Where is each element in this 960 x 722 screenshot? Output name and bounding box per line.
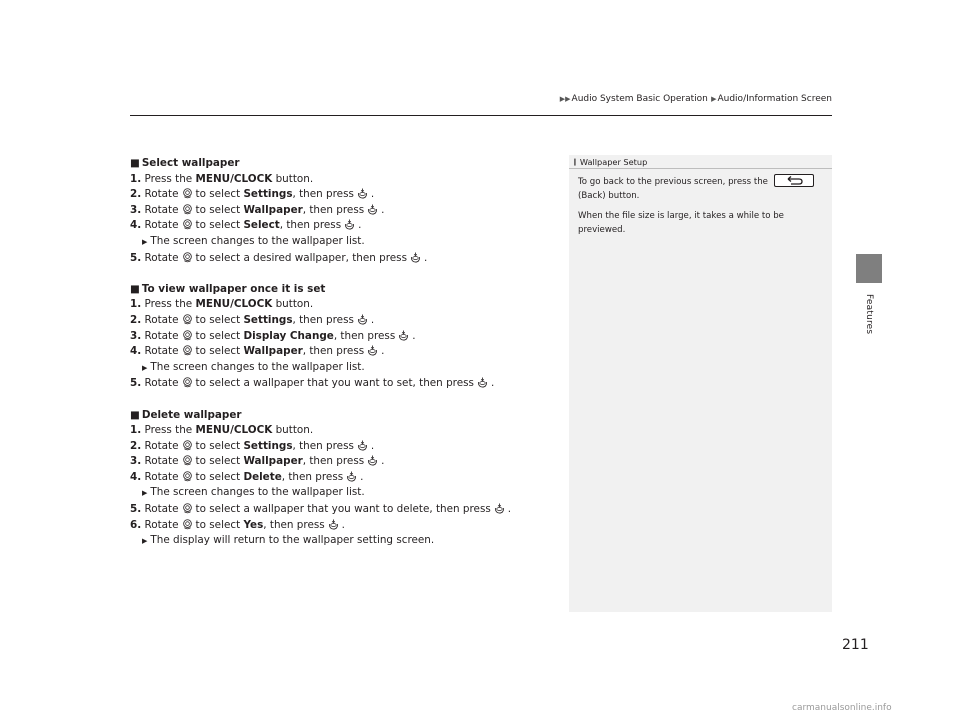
back-button-icon (774, 174, 814, 187)
menu-option: Yes (243, 518, 264, 531)
step-number: 2. (130, 439, 142, 452)
result-text: The screen changes to the wallpaper list. (150, 234, 365, 247)
step-text: Rotate (144, 377, 179, 390)
step-text: to select (195, 219, 244, 232)
selector-knob-icon (179, 188, 196, 200)
step-text: to select (195, 439, 244, 452)
step-text: to select a wallpaper that you want to delete, then press (195, 503, 491, 516)
section-tab (856, 254, 882, 283)
step-item: 2. Rotate to select Settings, then press . (130, 439, 375, 452)
step-text: Rotate (144, 251, 179, 264)
selector-knob-icon (179, 377, 196, 389)
step-text: , then press (302, 203, 365, 216)
step-number: 1. (130, 424, 142, 437)
step-number: 2. (130, 188, 142, 201)
result-arrow-icon: ▶ (142, 363, 148, 372)
result-arrow-icon: ▶ (142, 489, 148, 498)
step-text: to select (195, 345, 244, 358)
square-bullet-icon: ■ (130, 408, 140, 421)
step-text: to select (195, 203, 244, 216)
step-item (130, 172, 560, 188)
step-item: 3. Rotate to select Wallpaper, then press . (130, 455, 385, 468)
press-knob-icon (354, 188, 371, 200)
section-heading (130, 156, 560, 172)
step-text: to select (195, 329, 244, 342)
header-rule (130, 115, 832, 116)
press-knob-icon (364, 204, 381, 216)
menu-option: MENU/CLOCK (195, 424, 273, 437)
step-item: 5. Rotate to select a wallpaper that you want to set, then press . (130, 377, 495, 390)
note-text: (Back) button. (578, 190, 640, 201)
step-text: Rotate (144, 219, 179, 232)
step-text: button. (272, 172, 314, 185)
menu-option: Settings (243, 313, 293, 326)
step-item (130, 297, 560, 313)
section-heading-text: Delete wallpaper (141, 408, 242, 421)
instruction-section (130, 408, 560, 550)
press-knob-icon (364, 455, 381, 467)
step-item: 5. Rotate to select a wallpaper that you want to delete, then press . (130, 503, 512, 516)
menu-option: Settings (243, 188, 293, 201)
note-body (578, 174, 823, 244)
step-text: Rotate (144, 188, 179, 201)
breadcrumb (559, 94, 832, 104)
step-item: 3. Rotate to select Display Change, then press . (130, 329, 416, 342)
note-text: To go back to the previous screen, press the (578, 177, 768, 187)
step-text: , then press (292, 188, 354, 201)
note-paragraph: When the file size is large, it takes a while to be previewed. (578, 211, 784, 235)
step-number: 3. (130, 455, 142, 468)
step-item: 6. Rotate to select Yes, then press . (130, 518, 345, 531)
result-text: The screen changes to the wallpaper list. (150, 360, 365, 373)
step-text: , then press (302, 345, 365, 358)
step-text: , then press (302, 455, 365, 468)
section-heading (130, 408, 560, 424)
section-heading-text: Select wallpaper (141, 157, 240, 169)
note-reference-icon: ❙ (572, 158, 578, 166)
step-number: 1. (130, 172, 142, 185)
result-arrow-icon: ▶ (142, 237, 148, 246)
selector-knob-icon (179, 471, 196, 483)
step-item (130, 423, 560, 439)
page-number: 211 (842, 637, 869, 653)
step-number: 3. (130, 203, 142, 216)
square-bullet-icon: ■ (130, 157, 140, 169)
step-number: 2. (130, 313, 142, 326)
press-knob-icon (343, 471, 360, 483)
note-title-rule (569, 168, 832, 169)
selector-knob-icon (179, 440, 196, 452)
step-result (130, 360, 560, 377)
step-item: 3. Rotate to select Wallpaper, then press . (130, 203, 385, 216)
press-knob-icon (341, 219, 358, 231)
selector-knob-icon (179, 252, 196, 264)
step-number: 5. (130, 503, 142, 516)
breadcrumb-part1[interactable]: Audio System Basic Operation (571, 94, 708, 104)
selector-knob-icon (179, 204, 196, 216)
result-text: The display will return to the wallpaper setting screen. (150, 534, 435, 547)
menu-option: Settings (243, 439, 293, 452)
step-text: Rotate (144, 503, 179, 516)
square-bullet-icon: ■ (130, 282, 140, 295)
section-heading-text: To view wallpaper once it is set (141, 282, 326, 295)
step-number: 4. (130, 219, 142, 232)
step-item: 5. Rotate to select a desired wallpaper, then press . (130, 251, 428, 264)
watermark: carmanualsonline.info (792, 703, 892, 713)
step-text: Rotate (144, 455, 179, 468)
step-text: Rotate (144, 345, 179, 358)
breadcrumb-arrow-icon: ▶▶ (559, 95, 571, 103)
menu-option: MENU/CLOCK (195, 298, 273, 311)
step-number: 1. (130, 298, 142, 311)
step-text: Press the (144, 424, 196, 437)
menu-option: MENU/CLOCK (195, 172, 273, 185)
menu-option: Select (243, 219, 280, 232)
step-text: , then press (263, 518, 325, 531)
press-knob-icon (354, 440, 371, 452)
step-text: to select (195, 313, 244, 326)
step-number: 6. (130, 518, 142, 531)
step-text: to select a desired wallpaper, then press (195, 251, 408, 264)
step-text: Rotate (144, 439, 179, 452)
step-number: 4. (130, 345, 142, 358)
step-text: Rotate (144, 313, 179, 326)
step-text: button. (272, 298, 314, 311)
step-text: Rotate (144, 470, 179, 483)
step-text: Rotate (144, 329, 179, 342)
step-number: 5. (130, 251, 142, 264)
step-text: to select a wallpaper that you want to set, then press (195, 377, 474, 390)
press-knob-icon (395, 330, 412, 342)
step-text: to select (195, 518, 244, 531)
press-knob-icon (325, 519, 342, 531)
menu-option: Wallpaper (243, 345, 303, 358)
step-text: button. (272, 424, 314, 437)
step-text: Rotate (144, 203, 179, 216)
note-title (572, 157, 647, 167)
step-item: 2. Rotate to select Settings, then press . (130, 313, 375, 326)
instruction-section (130, 282, 560, 392)
note-paragraph (578, 174, 823, 203)
step-number: 5. (130, 377, 142, 390)
press-knob-icon (354, 314, 371, 326)
step-item: 4. Rotate to select Delete, then press . (130, 470, 364, 483)
step-result (130, 533, 560, 550)
step-text: , then press (292, 439, 354, 452)
press-knob-icon (364, 345, 381, 357)
step-item: 4. Rotate to select Select, then press . (130, 219, 362, 232)
section-heading (130, 282, 560, 298)
instruction-section (130, 156, 560, 266)
result-text: The screen changes to the wallpaper list. (150, 486, 365, 499)
selector-knob-icon (179, 219, 196, 231)
step-number: 3. (130, 329, 142, 342)
press-knob-icon (474, 377, 491, 389)
selector-knob-icon (179, 345, 196, 357)
menu-option: Delete (243, 470, 282, 483)
step-number: 4. (130, 470, 142, 483)
step-text: , then press (333, 329, 396, 342)
step-text: Rotate (144, 518, 179, 531)
step-item: 4. Rotate to select Wallpaper, then press . (130, 345, 385, 358)
step-text: to select (195, 455, 244, 468)
breadcrumb-part2[interactable]: Audio/Information Screen (717, 94, 832, 104)
step-text: Press the (144, 298, 196, 311)
selector-knob-icon (179, 519, 196, 531)
step-item: 2. Rotate to select Settings, then press . (130, 188, 375, 201)
selector-knob-icon (179, 503, 196, 515)
selector-knob-icon (179, 330, 196, 342)
step-text: to select (195, 188, 244, 201)
step-result (130, 234, 560, 251)
selector-knob-icon (179, 455, 196, 467)
selector-knob-icon (179, 314, 196, 326)
step-text: , then press (279, 219, 342, 232)
instructions (130, 156, 560, 565)
note-box (569, 155, 832, 612)
note-title-text: Wallpaper Setup (579, 157, 648, 167)
section-label: Features (864, 294, 874, 335)
step-result (130, 485, 560, 502)
menu-option: Display Change (243, 329, 334, 342)
menu-option: Wallpaper (243, 455, 303, 468)
press-knob-icon (491, 503, 508, 515)
step-text: , then press (281, 470, 344, 483)
step-text: to select (195, 470, 244, 483)
result-arrow-icon: ▶ (142, 537, 148, 546)
step-text: Press the (144, 172, 196, 185)
step-text: , then press (292, 313, 354, 326)
breadcrumb-arrow-icon: ▶ (708, 95, 717, 103)
press-knob-icon (407, 252, 424, 264)
menu-option: Wallpaper (243, 203, 303, 216)
